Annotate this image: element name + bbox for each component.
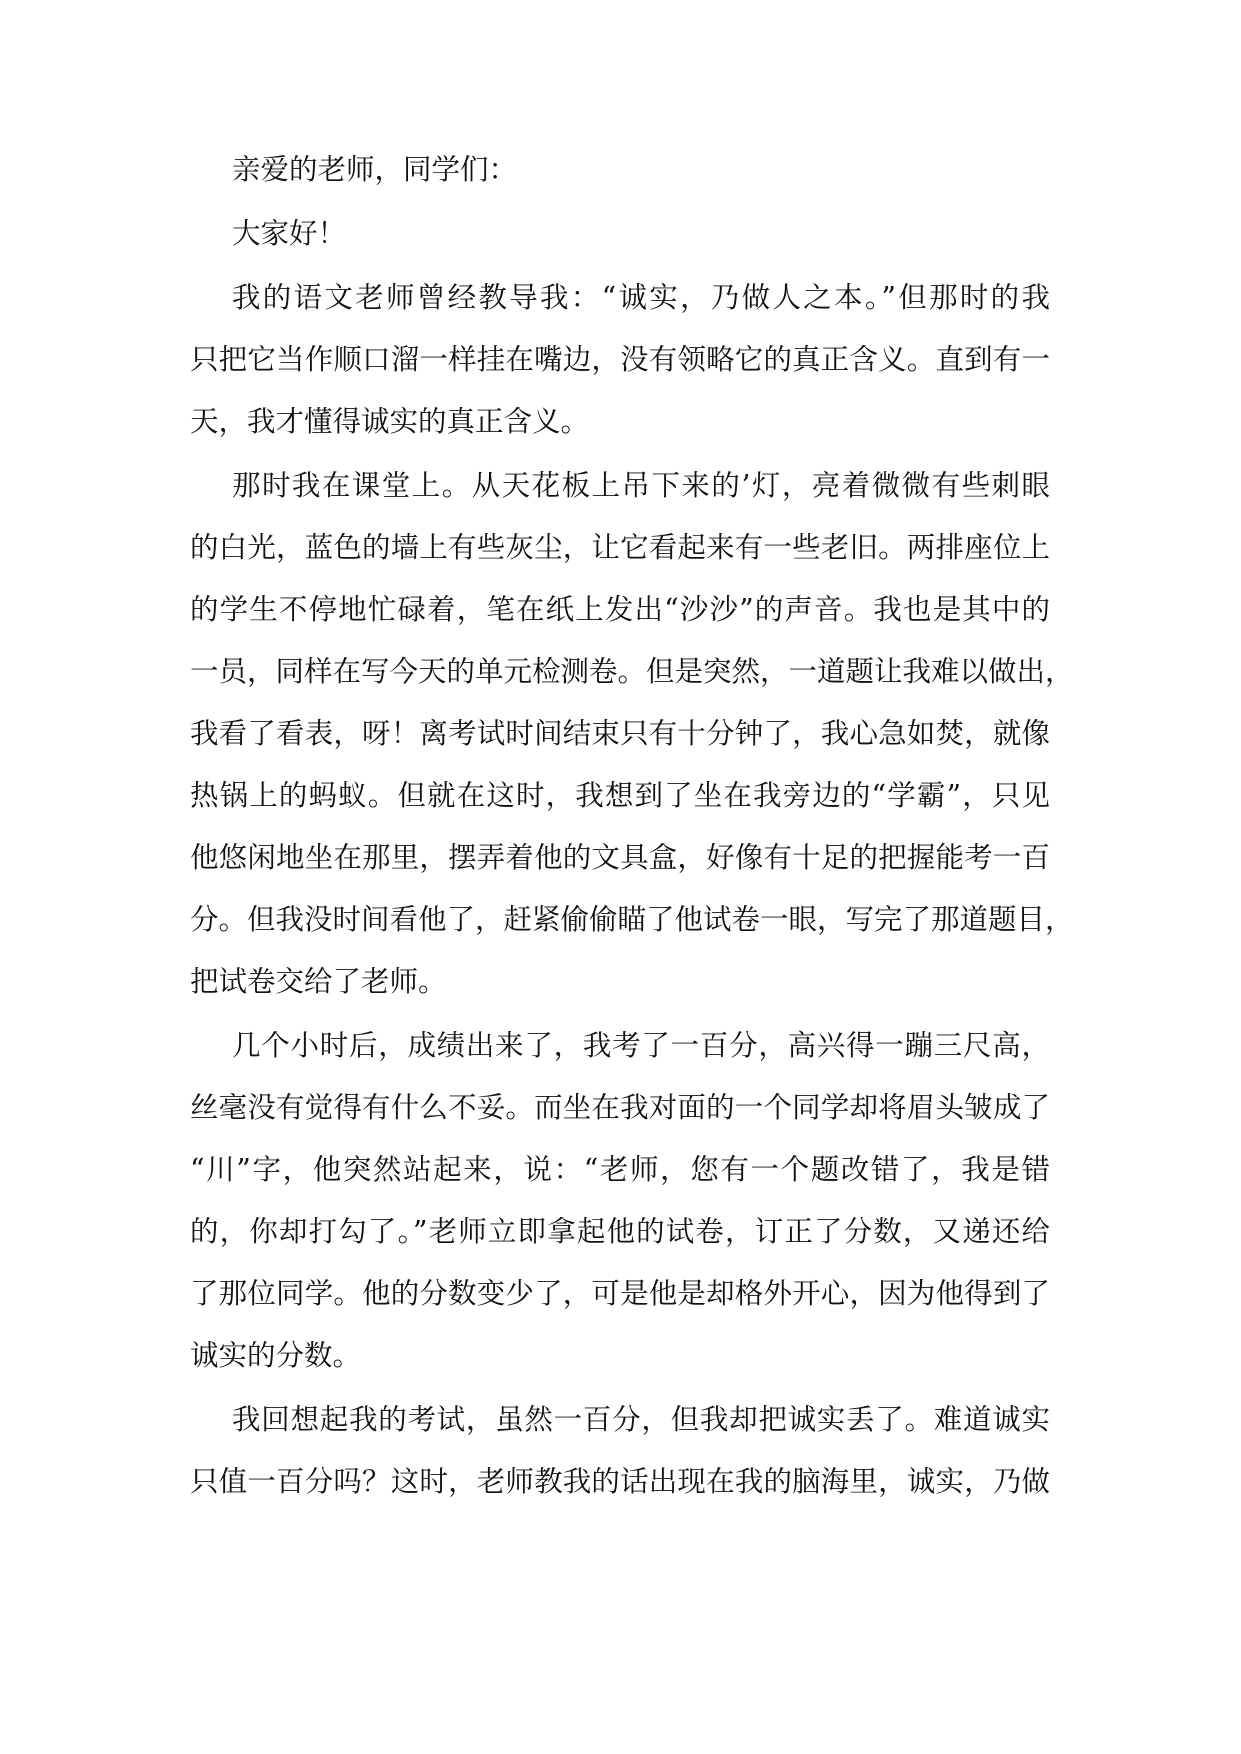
paragraph-2-line-2: 的白光，蓝色的墙上有些灰尘，让它看起来有一些老旧。两排座位上 — [190, 531, 1050, 564]
paragraph-3-line-5: 了那位同学。他的分数变少了，可是他是却格外开心，因为他得到了 — [190, 1277, 1050, 1310]
paragraph-1-line-3: 天，我才懂得诚实的真正含义。 — [190, 405, 590, 438]
paragraph-2-line-3: 的学生不停地忙碌着，笔在纸上发出“沙沙”的声音。我也是其中的 — [190, 593, 1050, 626]
paragraph-1-line-2: 只把它当作顺口溜一样挂在嘴边，没有领略它的真正含义。直到有一 — [190, 343, 1050, 376]
paragraph-1-line-1: 我的语文老师曾经教导我：“诚实，乃做人之本。”但那时的我 — [232, 281, 1050, 314]
paragraph-4-line-2: 只值一百分吗？这时，老师教我的话出现在我的脑海里，诚实，乃做 — [190, 1465, 1050, 1498]
paragraph-3-line-1: 几个小时后，成绩出来了，我考了一百分，高兴得一蹦三尺高， — [232, 1029, 1050, 1062]
paragraph-2-line-7: 他悠闲地坐在那里，摆弄着他的文具盒，好像有十足的把握能考一百 — [190, 841, 1050, 874]
paragraph-3-line-3: “川”字，他突然站起来，说：“老师，您有一个题改错了，我是错 — [190, 1153, 1050, 1186]
paragraph-2-line-6: 热锅上的蚂蚁。但就在这时，我想到了坐在我旁边的“学霸”，只见 — [190, 779, 1050, 812]
paragraph-3-line-2: 丝毫没有觉得有什么不妥。而坐在我对面的一个同学却将眉头皱成了 — [190, 1091, 1050, 1124]
paragraph-2-line-8: 分。但我没时间看他了，赶紧偷偷瞄了他试卷一眼，写完了那道题目， — [190, 903, 1074, 936]
paragraph-3-line-4: 的，你却打勾了。”老师立即拿起他的试卷，订正了分数，又递还给 — [190, 1215, 1050, 1248]
paragraph-3-line-6: 诚实的分数。 — [190, 1339, 362, 1372]
greeting-line: 大家好！ — [232, 217, 347, 250]
salutation-line: 亲爱的老师，同学们： — [232, 153, 518, 186]
paragraph-2-line-4: 一员，同样在写今天的单元检测卷。但是突然，一道题让我难以做出， — [190, 655, 1074, 688]
paragraph-2-line-1: 那时我在课堂上。从天花板上吊下来的’灯，亮着微微有些刺眼 — [232, 469, 1050, 502]
paragraph-4-line-1: 我回想起我的考试，虽然一百分，但我却把诚实丢了。难道诚实 — [232, 1403, 1050, 1436]
paragraph-2-line-9: 把试卷交给了老师。 — [190, 965, 447, 998]
paragraph-2-line-5: 我看了看表，呀！离考试时间结束只有十分钟了，我心急如焚，就像 — [190, 717, 1050, 750]
